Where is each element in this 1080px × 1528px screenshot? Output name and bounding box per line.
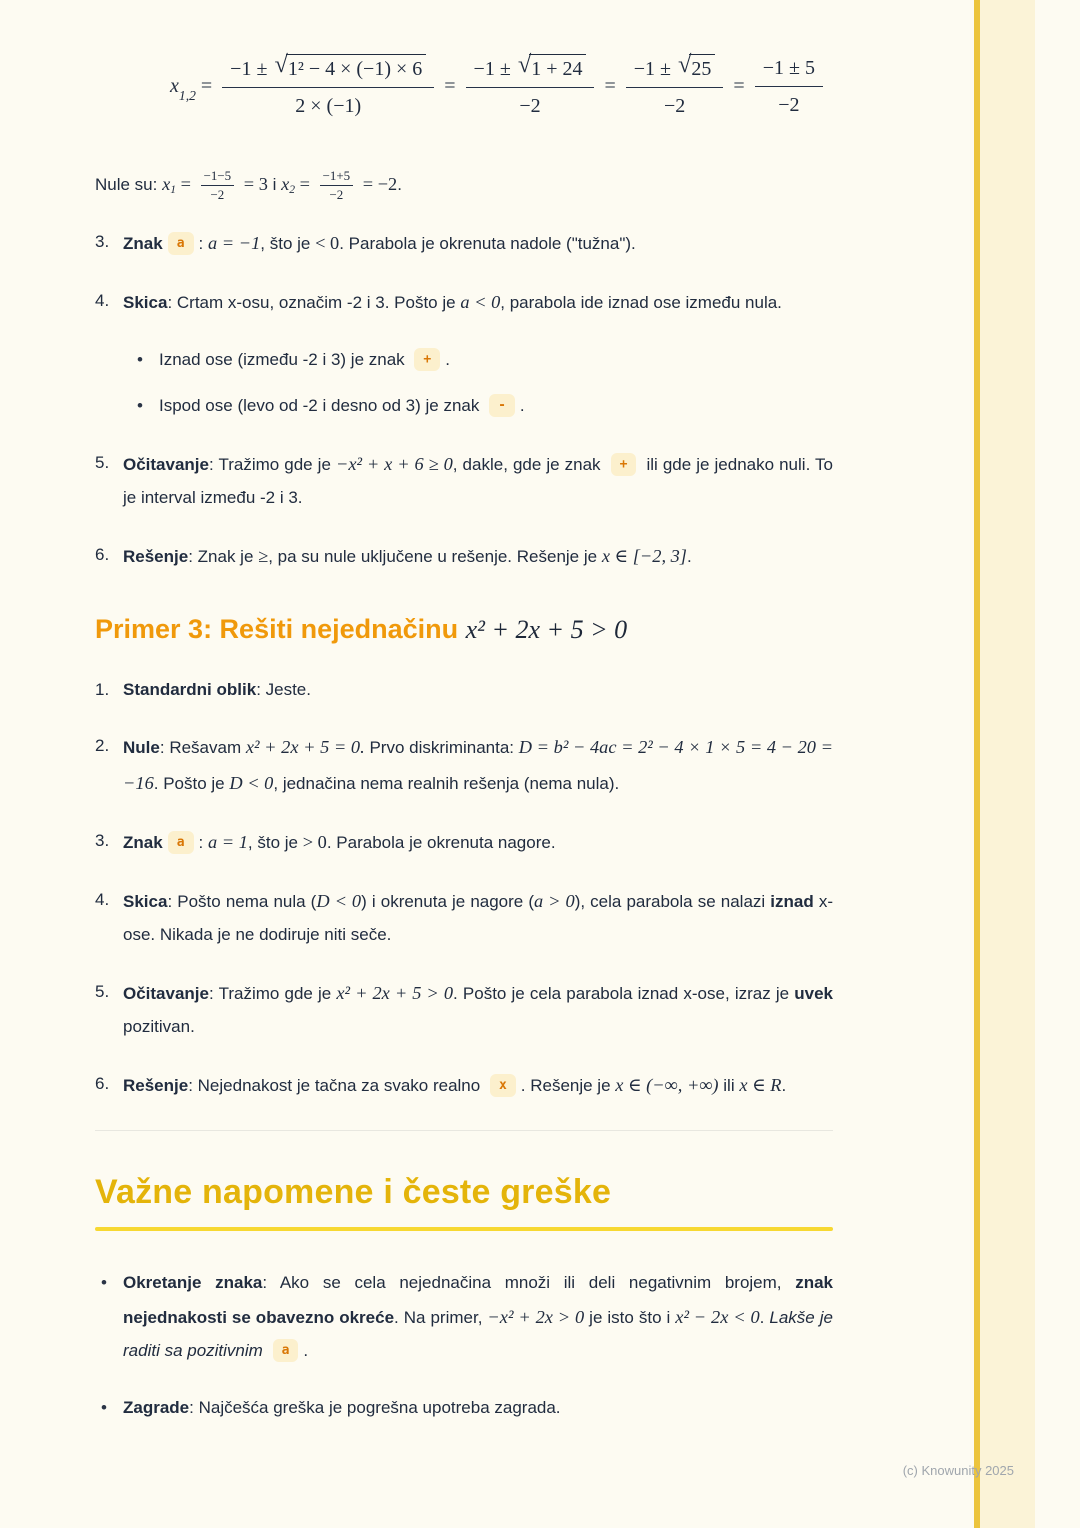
list-number: 4. [95, 291, 110, 311]
sub-bullet-text: Iznad ose (između -2 i 3) je znak + . [159, 350, 450, 370]
notes-bullet-list [95, 1267, 833, 1424]
list-item [95, 976, 833, 1044]
bullet-marker: • [137, 396, 143, 415]
sub-bullet-item [135, 344, 833, 377]
primer3-steps-list [95, 674, 833, 1103]
primer3-heading: Primer 3: Rešiti nejednačinu x² + 2x + 5 > 0 [95, 613, 628, 644]
list-item-text: Standardni oblik: Jeste. [123, 679, 311, 699]
primer2-steps-list [95, 226, 833, 574]
list-item [95, 1068, 833, 1103]
bullet-item-text: Zagrade: Najčešća greška je pogrešna upotreba zagrada. [123, 1397, 561, 1417]
inline-code-badge: + [611, 453, 637, 476]
notes-section-title: Važne napomene i česte greške [95, 1173, 612, 1212]
list-item-text: Skica: Pošto nema nula (D < 0) i okrenuta je nagore (a > 0), cela parabola se nalazi iznad x-ose. Nikada je ne dodiruje niti seče. [123, 891, 833, 945]
inline-code-badge: + [414, 348, 440, 371]
roots-result-line: Nule su: x1 = $\frac{-1-5}{-2}$ = 3 i x2 = $\frac{-1+5}{-2}$ = −2. [95, 168, 402, 203]
square-root: √ 1² − 4 × (−1) × 6 [274, 54, 426, 82]
title-underline [95, 1227, 833, 1231]
inline-code-badge: x [490, 1074, 516, 1097]
list-item-text: Znak a : a = −1, što je < 0. Parabola je okrenuta nadole ("tužna"). [123, 232, 636, 253]
square-root: √ 1 + 24 [518, 54, 587, 82]
list-item [95, 730, 833, 801]
inline-code-badge: - [489, 394, 515, 417]
fraction: −1 ± √ 1 + 24 −2 [466, 54, 595, 119]
bullet-marker: • [101, 1397, 107, 1417]
list-item [95, 884, 833, 952]
sub-bullet-item [135, 390, 833, 423]
list-number: 2. [95, 736, 110, 756]
inline-code-badge: a [273, 1339, 299, 1362]
page-margin-strip [978, 0, 1035, 1528]
fraction: $\frac{-1+5}{-2}$ [320, 169, 354, 201]
square-root: √ 25 [678, 54, 715, 82]
list-number: 6. [95, 544, 110, 564]
list-number: 4. [95, 890, 110, 910]
bullet-marker: • [137, 350, 143, 370]
list-number: 5. [95, 982, 110, 1002]
list-item [95, 447, 833, 515]
list-item [95, 674, 833, 707]
copyright-footer: (c) Knowunity 2025 [902, 1463, 1014, 1478]
fraction: $\frac{-1 \pm 5}{-2}$ [755, 55, 823, 118]
list-item [95, 285, 833, 423]
fraction: $\frac{-1-5}{-2}$ [201, 169, 235, 201]
bullet-item [95, 1392, 833, 1425]
list-item [95, 539, 833, 574]
fraction: −1 ± √ 1² − 4 × (−1) × 6 2 × (−1) [222, 54, 434, 119]
page-edge-bar [974, 0, 980, 1528]
section-divider [95, 1130, 833, 1131]
bullet-marker: • [101, 1273, 107, 1293]
list-item-text: Skica: Crtam x-osu, označim -2 i 3. Pošto je a < 0, parabola ide iznad ose između nula. [123, 292, 782, 313]
bullet-item [95, 1267, 833, 1368]
list-number: 1. [95, 679, 110, 699]
list-item-text: Očitavanje: Tražimo gde je x² + 2x + 5 > 0. Pošto je cela parabola iznad x-ose, izraz je uvek pozitivan. [123, 983, 834, 1037]
list-item-text: Nule: Rešavam x² + 2x + 5 = 0. Prvo diskriminanta: D = b² − 4ac = 2² − 4 × 1 × 5 = 4 − 20 = −16. Pošto je D < 0, jednačina nema realnih rešenja (nema nula). [123, 737, 833, 793]
list-number: 3. [95, 830, 110, 850]
list-item-text: Očitavanje: Tražimo gde je −x² + x + 6 ≥ 0, dakle, gde je znak + ili gde je jednako nuli. To je interval između -2 i 3. [123, 453, 833, 507]
bullet-item-text: Okretanje znaka: Ako se cela nejednačina množi ili deli negativnim brojem, znak nejednakosti se obavezno okreće. Na primer, −x² + 2x > 0 je isto što i x² − 2x < 0. Lakše je raditi sa pozitivnim a . [123, 1273, 833, 1361]
fraction: −1 ± √ 25 −2 [626, 54, 724, 119]
inline-code-badge: a [168, 831, 194, 854]
quadratic-formula-display: x 1,2 = −1 ± √ 1² − 4 × (−1) × 6 2 × (−1) = −1 ± √ 1 + 24 −2 = −1 ± √ 25 −2 = $\frac{-1 \pm 5}{-2}$ [170, 54, 833, 119]
list-item [95, 825, 833, 860]
sub-bullet-text: Ispod ose (levo od -2 i desno od 3) je znak - . [159, 396, 525, 415]
list-item-text: Rešenje: Nejednakost je tačna za svako realno x . Rešenje je x ∈ (−∞, +∞) ili x ∈ R. [123, 1074, 787, 1095]
sub-bullet-list [135, 344, 833, 422]
list-item-text: Rešenje: Znak je ≥, pa su nule uključene u rešenje. Rešenje je x ∈ [−2, 3]. [123, 545, 692, 566]
inline-code-badge: a [168, 232, 194, 255]
list-number: 6. [95, 1073, 110, 1093]
list-item-text: Znak a : a = 1, što je > 0. Parabola je okrenuta nagore. [123, 831, 556, 852]
list-number: 3. [95, 231, 110, 251]
list-number: 5. [95, 452, 110, 472]
list-item [95, 226, 833, 261]
document-content [95, 46, 833, 1424]
